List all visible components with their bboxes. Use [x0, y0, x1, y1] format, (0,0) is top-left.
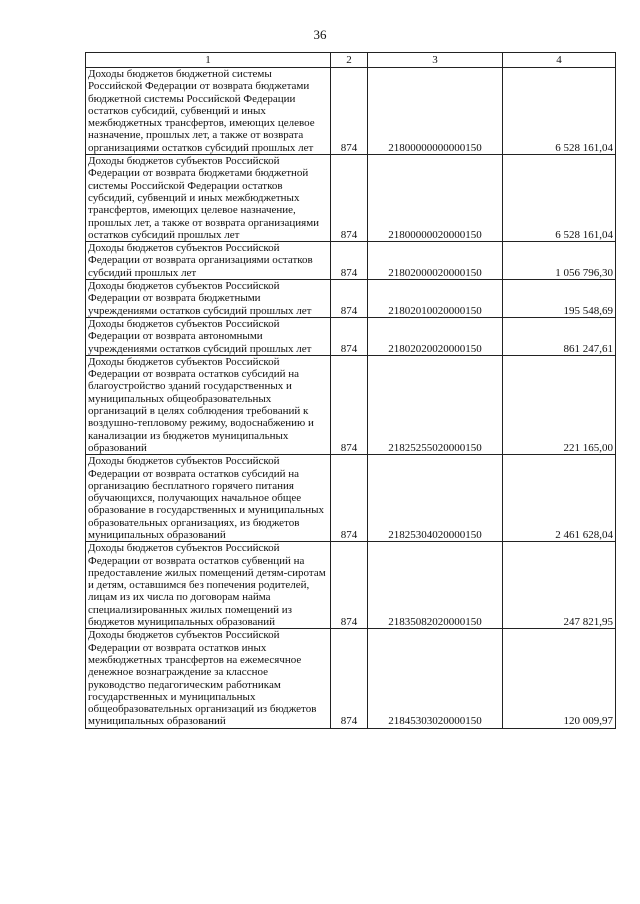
column-header-3: 3	[368, 53, 503, 68]
row-amount: 1 056 796,30	[503, 242, 616, 280]
row-admin-code: 874	[331, 455, 368, 542]
table-row	[86, 317, 616, 355]
row-admin-code: 874	[331, 280, 368, 318]
column-header-4: 4	[503, 53, 616, 68]
table-row	[86, 155, 616, 242]
table-row	[86, 629, 616, 728]
table-row	[86, 68, 616, 155]
row-amount: 6 528 161,04	[503, 68, 616, 155]
row-budget-code: 21825255020000150	[368, 355, 503, 454]
row-amount: 247 821,95	[503, 542, 616, 629]
row-description: Доходы бюджетов субъектов Российской Федерации от возврата бюджетными учреждениями остатков субсидий прошлых лет	[86, 280, 331, 318]
row-admin-code: 874	[331, 155, 368, 242]
row-description: Доходы бюджетов бюджетной системы Российской Федерации от возврата бюджетами бюджетной системы Российской Федерации остатков субсидий, субвенций и иных межбюджетных трансфертов, имеющих целевое назначение, прошлых лет, а также от возврата организациями остатков субсидий прошлых лет	[86, 68, 331, 155]
table-row	[86, 280, 616, 318]
row-admin-code: 874	[331, 542, 368, 629]
row-description: Доходы бюджетов субъектов Российской Федерации от возврата остатков субвенций на предоставление жилых помещений детям-сиротам и детям, оставшимся без попечения родителей, лицам из их числа по договорам найма специализированных жилых помещений из бюджетов муниципальных образований	[86, 542, 331, 629]
row-budget-code: 21802010020000150	[368, 280, 503, 318]
page-number: 36	[313, 27, 327, 42]
row-description: Доходы бюджетов субъектов Российской Федерации от возврата бюджетами бюджетной системы Российской Федерации остатков субсидий, субвенций и иных межбюджетных трансфертов, имеющих целевое назначение, прошлых лет, а также от возврата организациями остатков субсидий прошлых лет	[86, 155, 331, 242]
row-amount: 861 247,61	[503, 317, 616, 355]
row-amount: 120 009,97	[503, 629, 616, 728]
row-amount: 221 165,00	[503, 355, 616, 454]
row-admin-code: 874	[331, 242, 368, 280]
row-admin-code: 874	[331, 629, 368, 728]
table-row	[86, 242, 616, 280]
row-amount: 6 528 161,04	[503, 155, 616, 242]
row-budget-code: 21835082020000150	[368, 542, 503, 629]
table-header-row	[86, 53, 616, 68]
row-budget-code: 21802020020000150	[368, 317, 503, 355]
column-header-1: 1	[86, 53, 331, 68]
row-amount: 2 461 628,04	[503, 455, 616, 542]
column-header-2: 2	[331, 53, 368, 68]
row-admin-code: 874	[331, 317, 368, 355]
row-description: Доходы бюджетов субъектов Российской Федерации от возврата остатков иных межбюджетных трансфертов на ежемесячное денежное вознаграждение за классное руководство педагогическим работникам государственных и муниципальных общеобразовательных организаций из бюджетов муниципальных образований	[86, 629, 331, 728]
row-description: Доходы бюджетов субъектов Российской Федерации от возврата автономными учреждениями остатков субсидий прошлых лет	[86, 317, 331, 355]
row-budget-code: 21802000020000150	[368, 242, 503, 280]
row-budget-code: 21845303020000150	[368, 629, 503, 728]
row-admin-code: 874	[331, 68, 368, 155]
row-budget-code: 21800000020000150	[368, 155, 503, 242]
row-description: Доходы бюджетов субъектов Российской Федерации от возврата организациями остатков субсидий прошлых лет	[86, 242, 331, 280]
revenue-table	[85, 52, 616, 729]
table-row	[86, 542, 616, 629]
row-amount: 195 548,69	[503, 280, 616, 318]
row-description: Доходы бюджетов субъектов Российской Федерации от возврата остатков субсидий на благоустройство зданий государственных и муниципальных общеобразовательных организаций в целях соблюдения требований к воздушно-тепловому режиму, водоснабжению и канализации из бюджетов муниципальных образований	[86, 355, 331, 454]
row-budget-code: 21825304020000150	[368, 455, 503, 542]
row-budget-code: 21800000000000150	[368, 68, 503, 155]
row-admin-code: 874	[331, 355, 368, 454]
table-row	[86, 355, 616, 454]
row-description: Доходы бюджетов субъектов Российской Федерации от возврата остатков субсидий на организацию бесплатного горячего питания обучающихся, получающих начальное общее образование в государственных и муниципальных образовательных организациях, из бюджетов муниципальных образований	[86, 455, 331, 542]
table-row	[86, 455, 616, 542]
